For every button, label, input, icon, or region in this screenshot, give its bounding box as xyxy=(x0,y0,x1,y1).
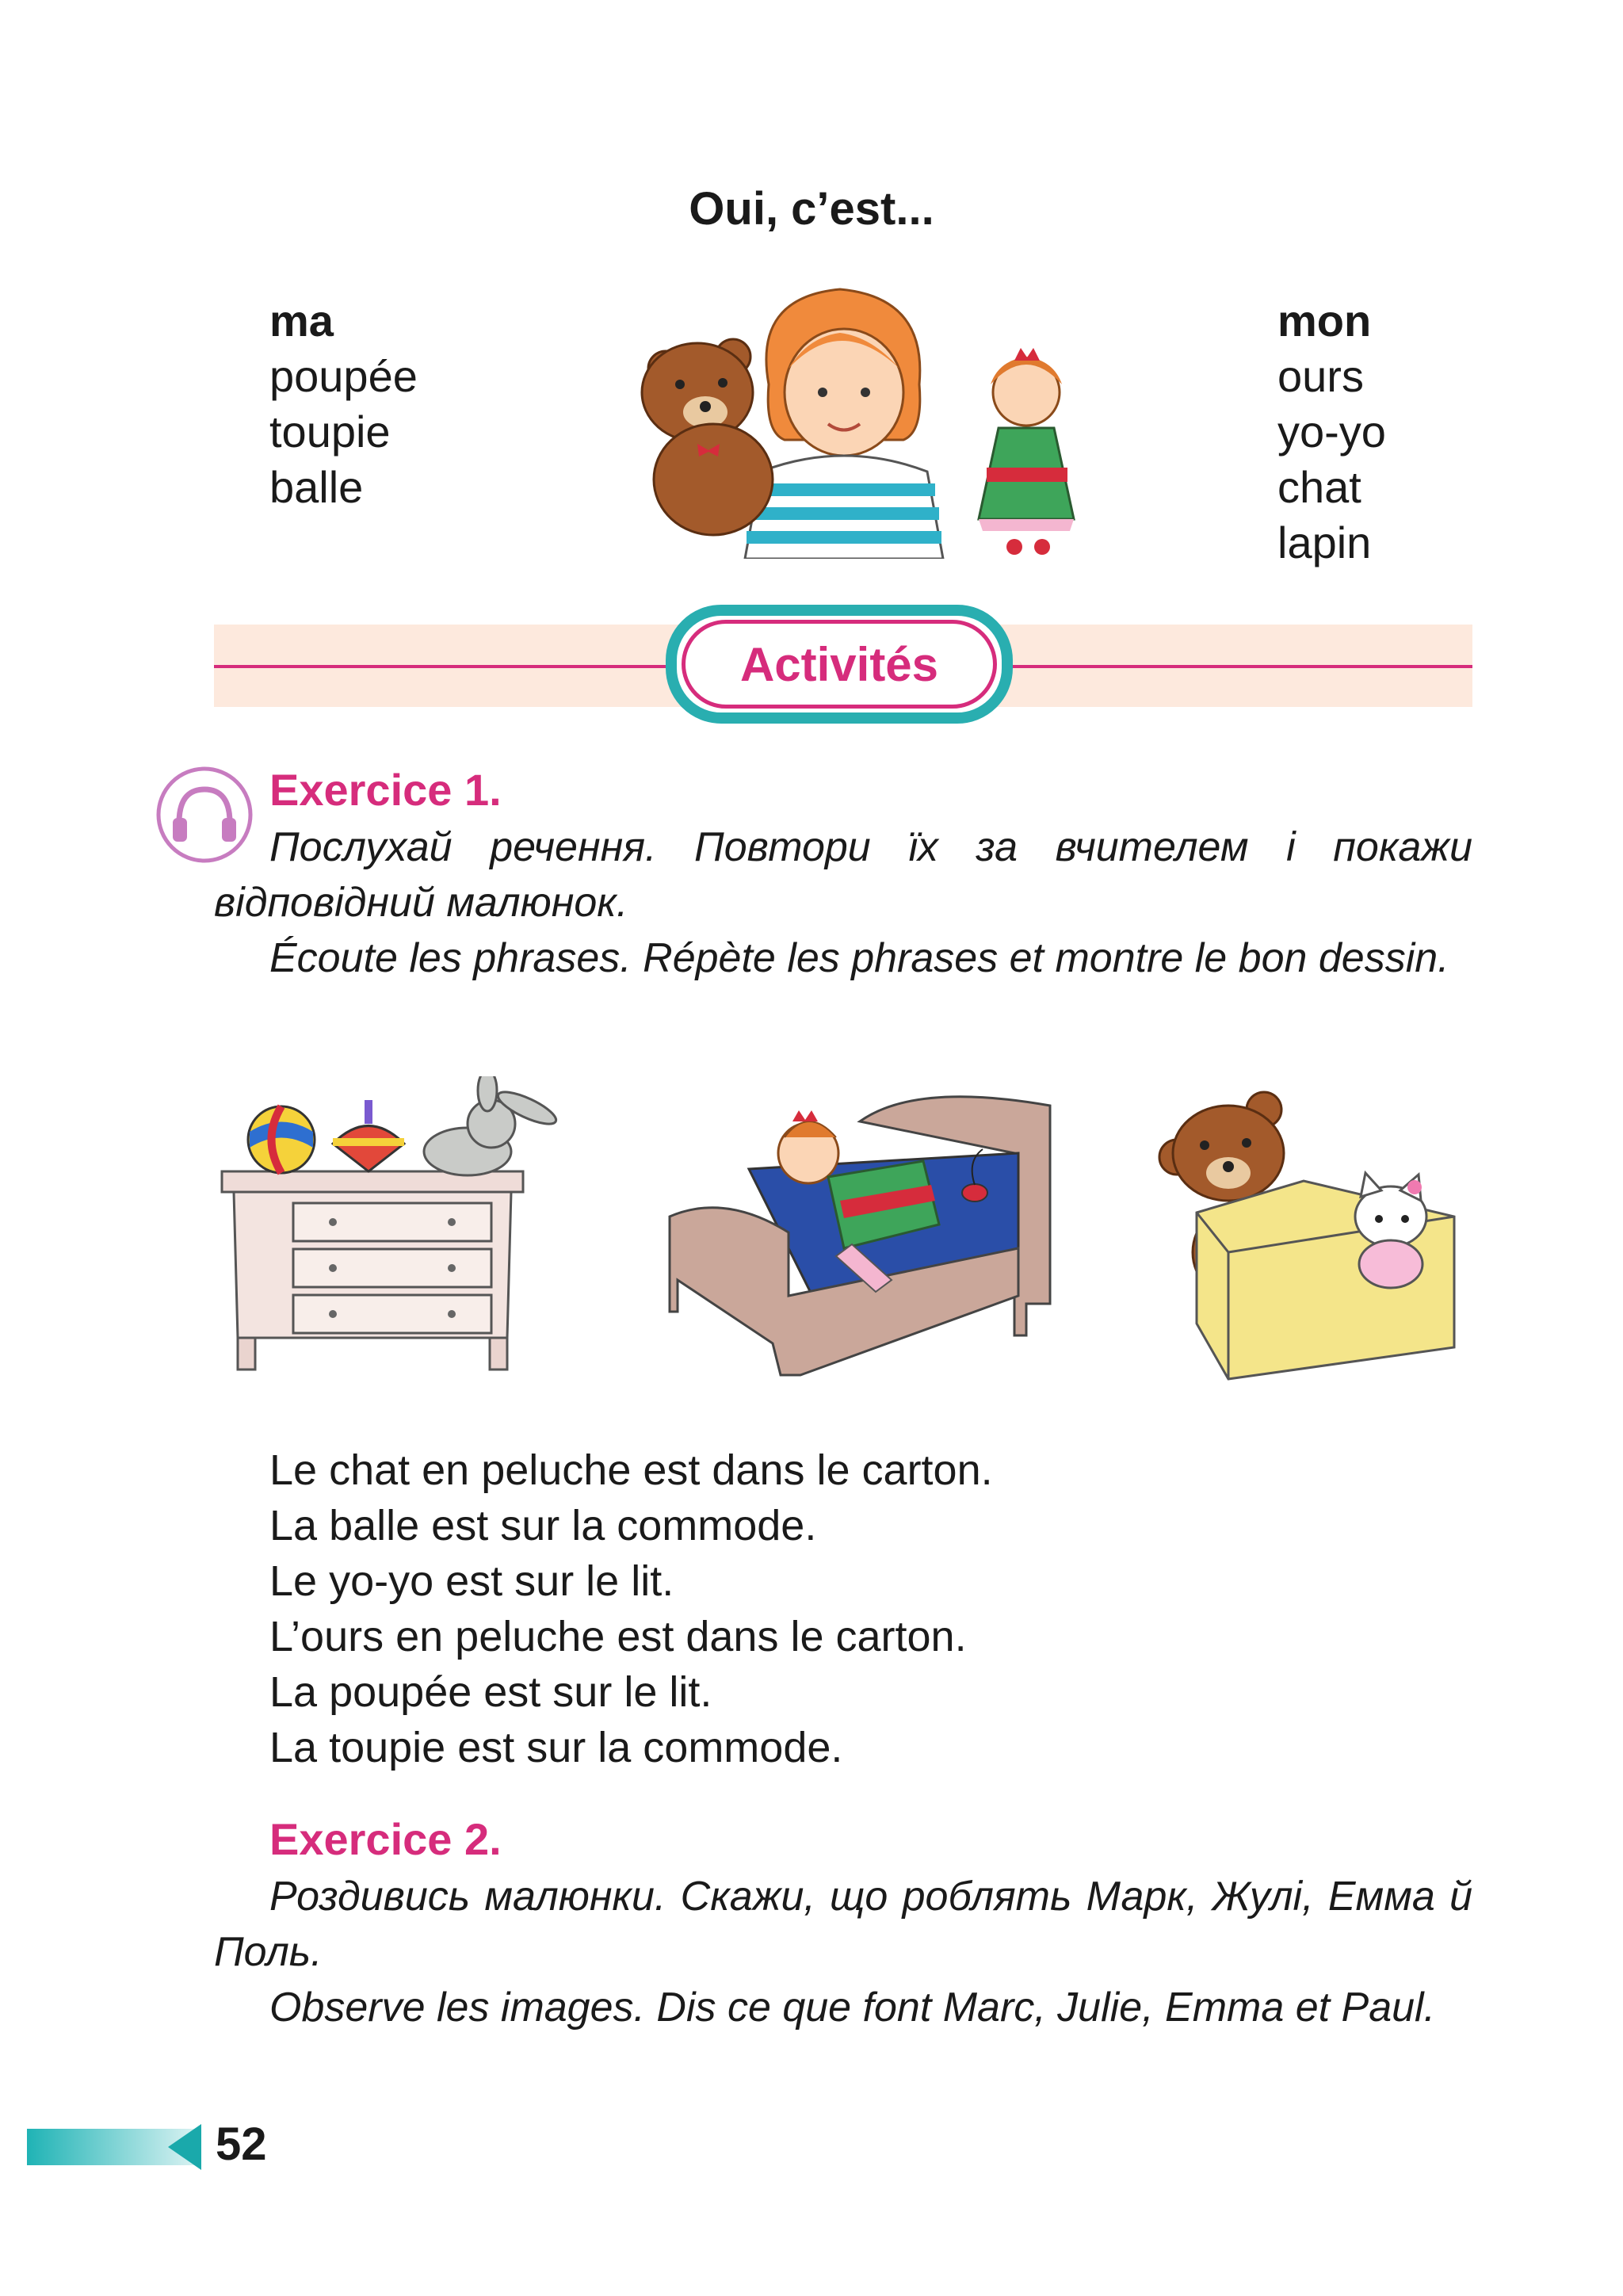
word-item: ours xyxy=(1277,351,1364,401)
word-list-head: ma xyxy=(269,296,334,346)
bed-illustration xyxy=(654,1074,1058,1407)
exercise-1-instruction-uk: Послухай речення. Повтори їх за вчителем і покажи відповідний малюнок. xyxy=(214,824,1472,926)
word-list-feminine xyxy=(269,293,418,515)
exercise-1-title: Exercice 1. xyxy=(269,765,502,815)
sentence: L’ours en peluche est dans le carton. xyxy=(269,1613,967,1660)
page-number: 52 xyxy=(216,2118,267,2170)
word-item: chat xyxy=(1277,462,1361,512)
box-illustration xyxy=(1153,1086,1470,1387)
exercise-1-instruction-fr: Écoute les phrases. Répète les phrases et montre le bon dessin. xyxy=(269,935,1449,981)
word-item: poupée xyxy=(269,351,418,401)
exercise-1-sentences xyxy=(269,1442,993,1775)
word-item: balle xyxy=(269,462,364,512)
footer-arrow-icon xyxy=(168,2124,201,2170)
sentence: Le chat en peluche est dans le carton. xyxy=(269,1446,993,1494)
activities-label: Activités xyxy=(682,620,997,709)
sentence: La balle est sur la commode. xyxy=(269,1502,817,1549)
exercise-2-instruction-fr: Observe les images. Dis ce que font Marc, Julie, Emma et Paul. xyxy=(269,1985,1436,2030)
sentence: La poupée est sur le lit. xyxy=(269,1668,712,1716)
sentence: La toupie est sur la commode. xyxy=(269,1724,843,1771)
girl-with-toys-illustration xyxy=(586,281,1102,559)
word-list-masculine xyxy=(1277,293,1386,571)
exercise-2-title: Exercice 2. xyxy=(269,1814,502,1864)
page-title: Oui, c’est... xyxy=(689,183,934,235)
word-item: toupie xyxy=(269,407,391,457)
word-list-head: mon xyxy=(1277,296,1372,346)
word-item: lapin xyxy=(1277,518,1372,567)
exercise-2-instruction-uk: Роздивись малюнки. Скажи, що роблять Марк, Жулі, Емма й Поль. xyxy=(214,1874,1472,1975)
word-item: yo-yo xyxy=(1277,407,1386,457)
sentence: Le yo-yo est sur le lit. xyxy=(269,1557,674,1605)
dresser-illustration xyxy=(214,1076,571,1385)
activities-banner xyxy=(666,605,1013,724)
